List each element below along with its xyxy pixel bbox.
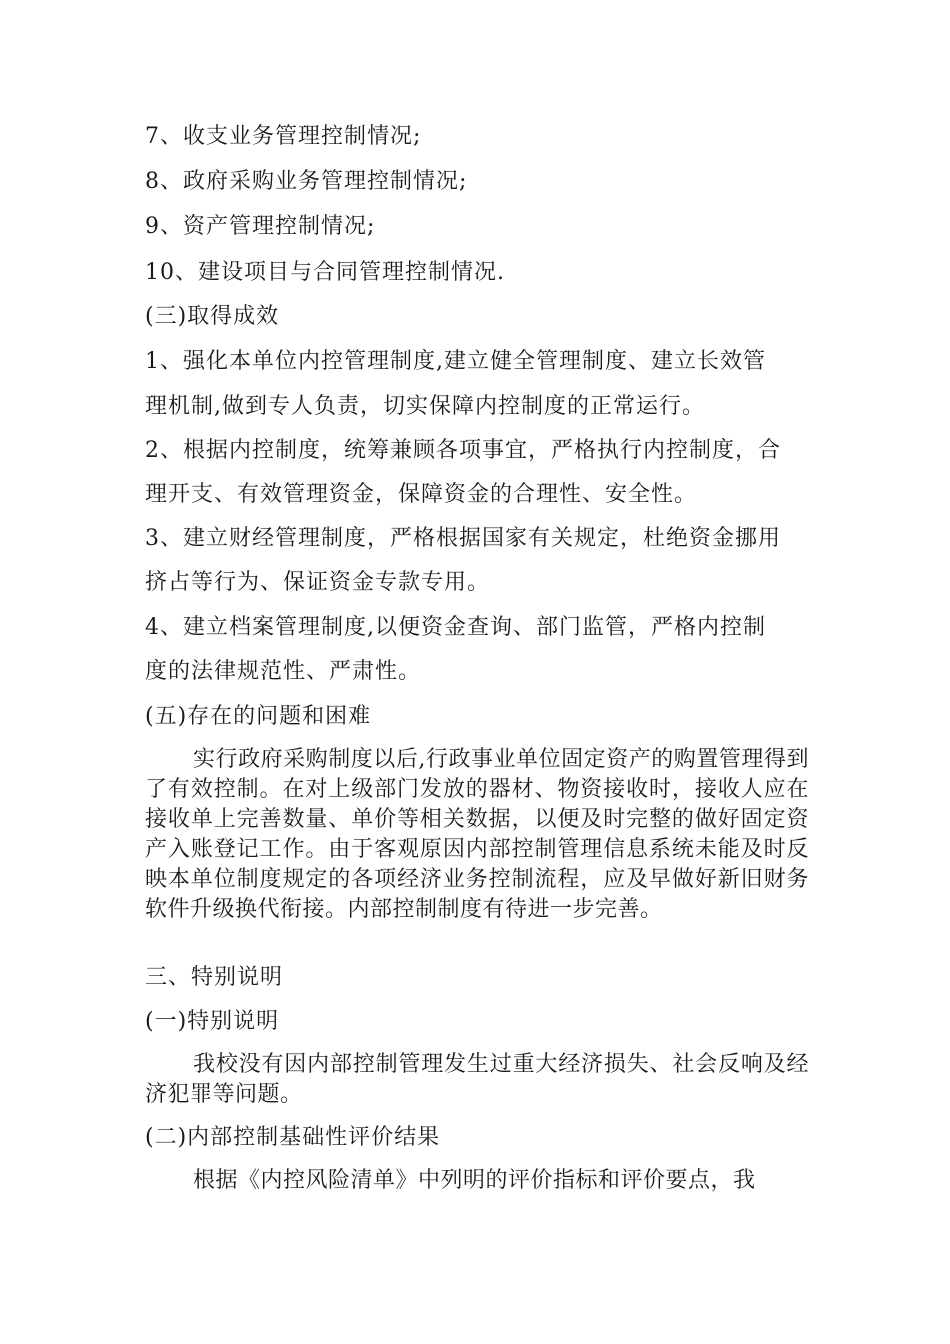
result-2-line-2: 理开支、有效管理资金，保障资金的合理性、安全性。 — [145, 482, 698, 507]
paragraph-evaluation-results: 根据《内控风险清单》中列明的评价指标和评价要点，我 — [193, 1168, 756, 1193]
paragraph-special-notes: 我校没有因内部控制管理发生过重大经济损失、社会反响及经济犯罪等问题。 — [145, 1052, 809, 1107]
result-3-line-1: 3、建立财经管理制度，严格根据国家有关规定，杜绝资金挪用 — [145, 526, 781, 551]
subheading-evaluation-results: (二)内部控制基础性评价结果 — [145, 1125, 441, 1150]
section-heading-results: (三)取得成效 — [145, 304, 280, 329]
item-income-expense-control: 7、收支业务管理控制情况; — [145, 124, 422, 149]
result-4-line-2: 度的法律规范性、严肃性。 — [145, 659, 422, 684]
section-heading-problems: (五)存在的问题和困难 — [145, 704, 372, 729]
result-4-line-1: 4、建立档案管理制度,以便资金查询、部门监管，严格内控制 — [145, 615, 766, 640]
paragraph-problems: 实行政府采购制度以后,行政事业单位固定资产的购置管理得到了有效控制。在对上级部门发放的器材、物资接收时，接收人应在接收单上完善数量、单价等相关数据，以便及时完整的做好固定资产入账登记工作。由于客观原因内部控制管理信息系统未能及时反映本单位制度规定的各项经济业务控制流程，应及早做好新旧财务软件升级换代衔接。内部控制制度有待进一步完善。 — [145, 747, 809, 922]
result-2-line-1: 2、根据内控制度，统筹兼顾各项事宜，严格执行内控制度，合 — [145, 438, 781, 463]
item-asset-control: 9、资产管理控制情况; — [145, 214, 376, 239]
item-procurement-control: 8、政府采购业务管理控制情况; — [145, 169, 468, 194]
subheading-special-notes: (一)特别说明 — [145, 1009, 280, 1034]
heading-special-notes: 三、特别说明 — [145, 965, 284, 990]
result-1-line-1: 1、强化本单位内控管理制度,建立健全管理制度、建立长效管 — [145, 349, 766, 374]
result-1-line-2: 理机制,做到专人负责，切实保障内控制度的正常运行。 — [145, 394, 705, 419]
item-construction-contract-control: 10、建设项目与合同管理控制情况. — [145, 260, 505, 285]
result-3-line-2: 挤占等行为、保证资金专款专用。 — [145, 570, 491, 595]
